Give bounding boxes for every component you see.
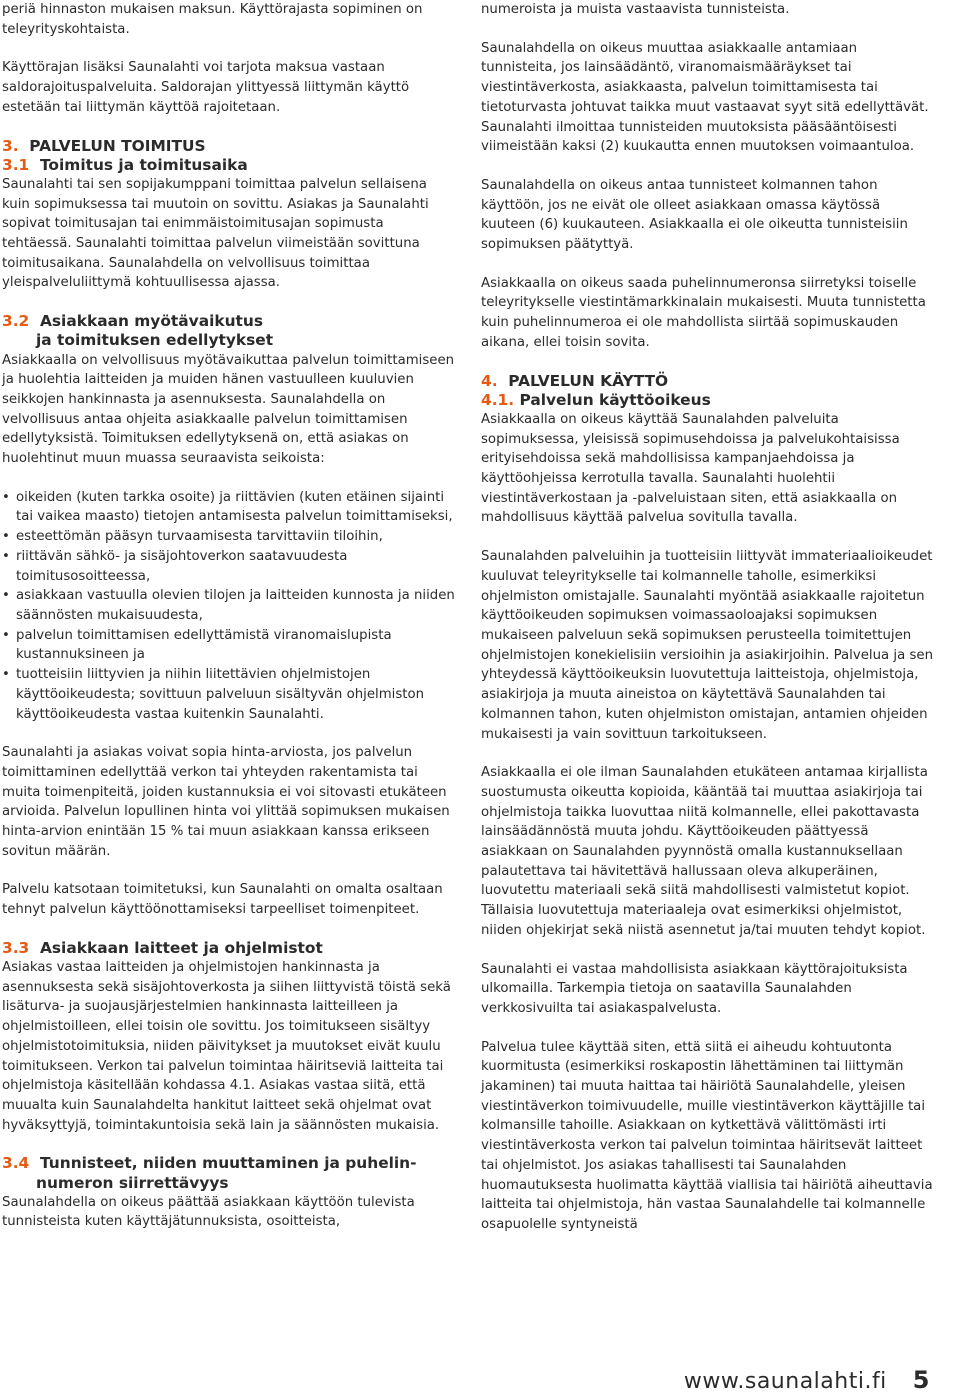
paragraph: Asiakkaalla on velvollisuus myötävaikuttaa palvelun toimittamiseen ja huolehtia laitteiden ja muiden hänen vastuulleen kuuluvien seikkojen hankinnasta ja asennuksesta. Saunalahdella on velvollisuus antaa ohjeita asiakkaalle palvelun toimittamisen edellytyksistä. Toimituksen edellytyksenä on, että asiakas on huolehtinut muun muassa seuraavista seikoista: [2, 352, 455, 467]
subheading-4-1: 4.1. Palvelun käyttöoikeus [481, 390, 711, 409]
paragraph: Saunalahdella on oikeus antaa tunnisteet kolmannen tahon käyttöön, jos ne eivät ole olleet asiakkaan omassa käytössä kuuteen (6) kuukauteen. Asiakkaalla ei ole oikeutta tunnisteisiin sopimuksen päätyttyä. [481, 177, 908, 253]
subheading-3-3: 3.3 Asiakkaan laitteet ja ohjelmistot [2, 938, 323, 957]
page-footer [684, 1366, 930, 1396]
list-item: • tuotteisiin liittyvien ja niihin liitettävien ohjelmistojen käyttöoikeudesta; sovittuun palveluun sisältyvän ohjelmiston käyttöoikeudesta vastaa kuitenkin Saunalahti. [2, 665, 456, 724]
section-heading-4: 4. PALVELUN KÄYTTÖ [481, 371, 669, 390]
paragraph: Palvelua tulee käyttää siten, että siitä ei aiheudu kohtuutonta kuormitusta (esimerkiksi roskapostin lähettäminen tai liittymän jakaminen) tai muuta haittaa tai häiriötä Saunalahdelle, yleisen viestintäverkon toimivuudelle, muille viestintäverkon käyttäjille tai kolmansille tahoille. Asiakkaan on kytkettävä välittömästi irti viestintäverkosta verkon tai palvelun toimintaa häiritsevät laitteet tai ohjelmistot. Jos asiakas tahallisesti tai Saunalahden huomautuksesta huolimatta käyttää viallisia tai häiriötä aiheuttavia laitteita tai ohjelmistoja, hän vastaa Saunalahdelle tai kolmannelle osapuolelle syntyneistä [481, 1039, 933, 1232]
bullet-list [2, 488, 456, 724]
paragraph: Saunalahdella on oikeus päättää asiakkaan käyttöön tulevista tunnisteista kuten käyttäjätunnuksista, osoitteista, [2, 1194, 415, 1230]
right-column [481, 0, 934, 1235]
paragraph: Palvelu katsotaan toimitetuksi, kun Saunalahti on omalta osaltaan tehnyt palvelun käyttöönottamiseksi tarpeelliset toimenpiteet. [2, 882, 443, 918]
page-number: 5 [912, 1366, 930, 1394]
website-link[interactable]: www.saunalahti.fi [683, 1369, 887, 1394]
paragraph: Asiakkaalla ei ole ilman Saunalahden etukäteen antamaa kirjallista suostumusta oikeutta kopioida, kääntää tai muuttaa asiakirjoja tai ohjelmistoja taikka luovuttaa niitä kolmannelle, ellei pakottavasta lainsäädännöstä muuta johdu. Käyttöoikeuden päättyessä asiakkaan on Saunalahden pyynnöstä omalla kustannuksellaan palautettava tai hävitettävä hallussaan oleva alkuperäinen, luovutettu materiaali sekä siitä mahdollisesti valmistetut kopiot. Tällaisia luovutettuja materiaaleja ovat esimerkiksi ohjelmistot, niiden ohjekirjat sekä niistä asennetut ja/tai muuten tehdyt kopiot. [481, 765, 928, 938]
list-item: • oikeiden (kuten tarkka osoite) ja riittävien (kuten etäinen sijainti tai vaikea maasto) tietojen antamisesta palvelun toimittamiseksi, [2, 488, 456, 527]
paragraph: Asiakkaalla on oikeus käyttää Saunalahden palveluita sopimuksessa, yleisissä sopimusehdoissa ja palvelukohtaisissa erityisehdoissa sekä mahdollisissa kampanjaehdoissa ja käyttöohjeissa kerrotulla tavalla. Saunalahti huolehtii viestintäverkostaan ja -palveluistaan siten, että asiakkaalla on mahdollisuus käyttää palvelua sovitulla tavalla. [481, 411, 900, 526]
list-item: • asiakkaan vastuulla olevien tilojen ja laitteiden kunnosta ja niiden säännösten mukaisuudesta, [2, 586, 456, 625]
list-item: • palvelun toimittamisen edellyttämistä viranomaislupista kustannuksineen ja [2, 626, 456, 665]
paragraph: Saunalahdella on oikeus muuttaa asiakkaalle antamiaan tunnisteita, jos lainsäädäntö, viranomaismääräykset tai viestintäverkosta, asiakkaasta, palvelun toimittamisesta tai tietoturvasta johtuvat taikka muut vastaavat syyt sitä edellyttävät. Saunalahti ilmoittaa tunnisteiden muutoksista pääsääntöisesti viimeistään kaksi (2) kuukautta ennen muutoksen voimaantuloa. [481, 40, 929, 155]
paragraph: Käyttörajan lisäksi Saunalahti voi tarjota maksua vastaan saldorajoituspalveluita. Saldorajan ylittyessä liittymän käyttö estetään tai liittymän käyttöä rajoitetaan. [2, 60, 410, 115]
left-column [2, 0, 456, 1232]
paragraph: Saunalahti ei vastaa mahdollisista asiakkaan käyttörajoituksista ulkomailla. Tarkempia tietoja on saatavilla Saunalahden verkkosivuilta tai asiakaspalvelusta. [481, 961, 908, 1016]
list-item: • esteettömän pääsyn turvaamisesta tarvittaviin tiloihin, [2, 527, 456, 547]
subheading-3-1: 3.1 Toimitus ja toimitusaika [2, 155, 248, 174]
paragraph: Asiakkaalla on oikeus saada puhelinnumeronsa siirretyksi toiselle teleyritykselle viestintämarkkinalain mukaisesti. Muuta tunnistetta kuin puhelinnumeroa ei ole mahdollista siirtää sopimuskauden aikana, ellei toisin sovita. [481, 275, 926, 350]
subheading-3-2: 3.2 Asiakkaan myötävaikutus ja toimituksen edellytykset [2, 312, 274, 350]
paragraph: Saunalahti ja asiakas voivat sopia hinta-arviosta, jos palvelun toimittaminen edellyttää verkon tai yhteyden rakentamista tai muita toimenpiteitä, joiden kustannuksia ei voi sitovasti etukäteen arvioida. Palvelun lopullinen hinta voi ylittää sopimuksen mukaisen hinta-arvion enintään 15 % tai muun asiakkaan kanssa erikseen sovitun määrän. [2, 745, 450, 859]
paragraph: Saunalahti tai sen sopijakumppani toimittaa palvelun sellaisena kuin sopimuksessa tai muutoin on sovittu. Asiakas ja Saunalahti sopivat toimitusajan tai enimmäistoimitusajan sopimusta tehtäessä. Saunalahti toimittaa palvelun viimeistään sovittuna toimitusaikana. Saunalahdella on velvollisuus toimittaa yleispalveluliittymä kohtuullisessa ajassa. [2, 176, 429, 291]
paragraph: numeroista ja muista vastaavista tunnisteista. [481, 2, 790, 17]
section-heading-3: 3. PALVELUN TOIMITUS [2, 136, 206, 155]
paragraph: Saunalahden palveluihin ja tuotteisiin liittyvät immateriaalioikeudet kuuluvat teleyritykselle tai kolmannelle taholle, esimerkiksi ohjelmiston omistajalle. Saunalahti myöntää asiakkaalle rajoitetun käyttöoikeuden sopimuksen voimassaoloajaksi sopimuksen mukaiseen palveluun sekä sopimuksen perusteella toimitettujen ohjelmistojen konekielisiin versioihin ja asiakirjoihin. Palvelua ja sen yhteydessä käyttöoikeuksin luovutettuja laitteistoja, ohjelmistoja, asiakirjoja ja muuta aineistoa on käytettävä Saunalahden tai kolmannen tahon, kuten ohjelmiston omistajan, antamien ohjeiden mukaisesti ja vain sovittuun tarkoitukseen. [481, 549, 934, 742]
paragraph: periä hinnaston mukaisen maksun. Käyttörajasta sopiminen on teleyrityskohtaista. [2, 2, 423, 37]
paragraph: Asiakas vastaa laitteiden ja ohjelmistojen hankinnasta ja asennuksesta sekä sisäjohtoverkosta ja siihen liittyvistä töistä sekä lisäturva- ja suojausjärjestelmien hankinnasta laitteilleen ja ohjelmistoilleen, ellei toisin ole sovittu. Jos toimitukseen sisältyy ohjelmistotoimituksia, niiden päivitykset ja muutokset eivät kuulu toimitukseen. Verkon tai palvelun toimintaa häiritseviä laitteita tai ohjelmistoja käsitellään kohdassa 4.1. Asiakas vastaa siitä, että muualta kuin Saunalahdelta hankitut laitteet sekä ohjelmat ovat hyväksyttyjä, toimintakuntoisia sekä lain ja säännösten mukaisia. [2, 960, 451, 1133]
list-item: • riittävän sähkö- ja sisäjohtoverkon saatavuudesta toimitusosoitteessa, [2, 547, 456, 586]
subheading-3-4: 3.4 Tunnisteet, niiden muuttaminen ja puhelin- numeron siirrettävyys [2, 1154, 417, 1192]
